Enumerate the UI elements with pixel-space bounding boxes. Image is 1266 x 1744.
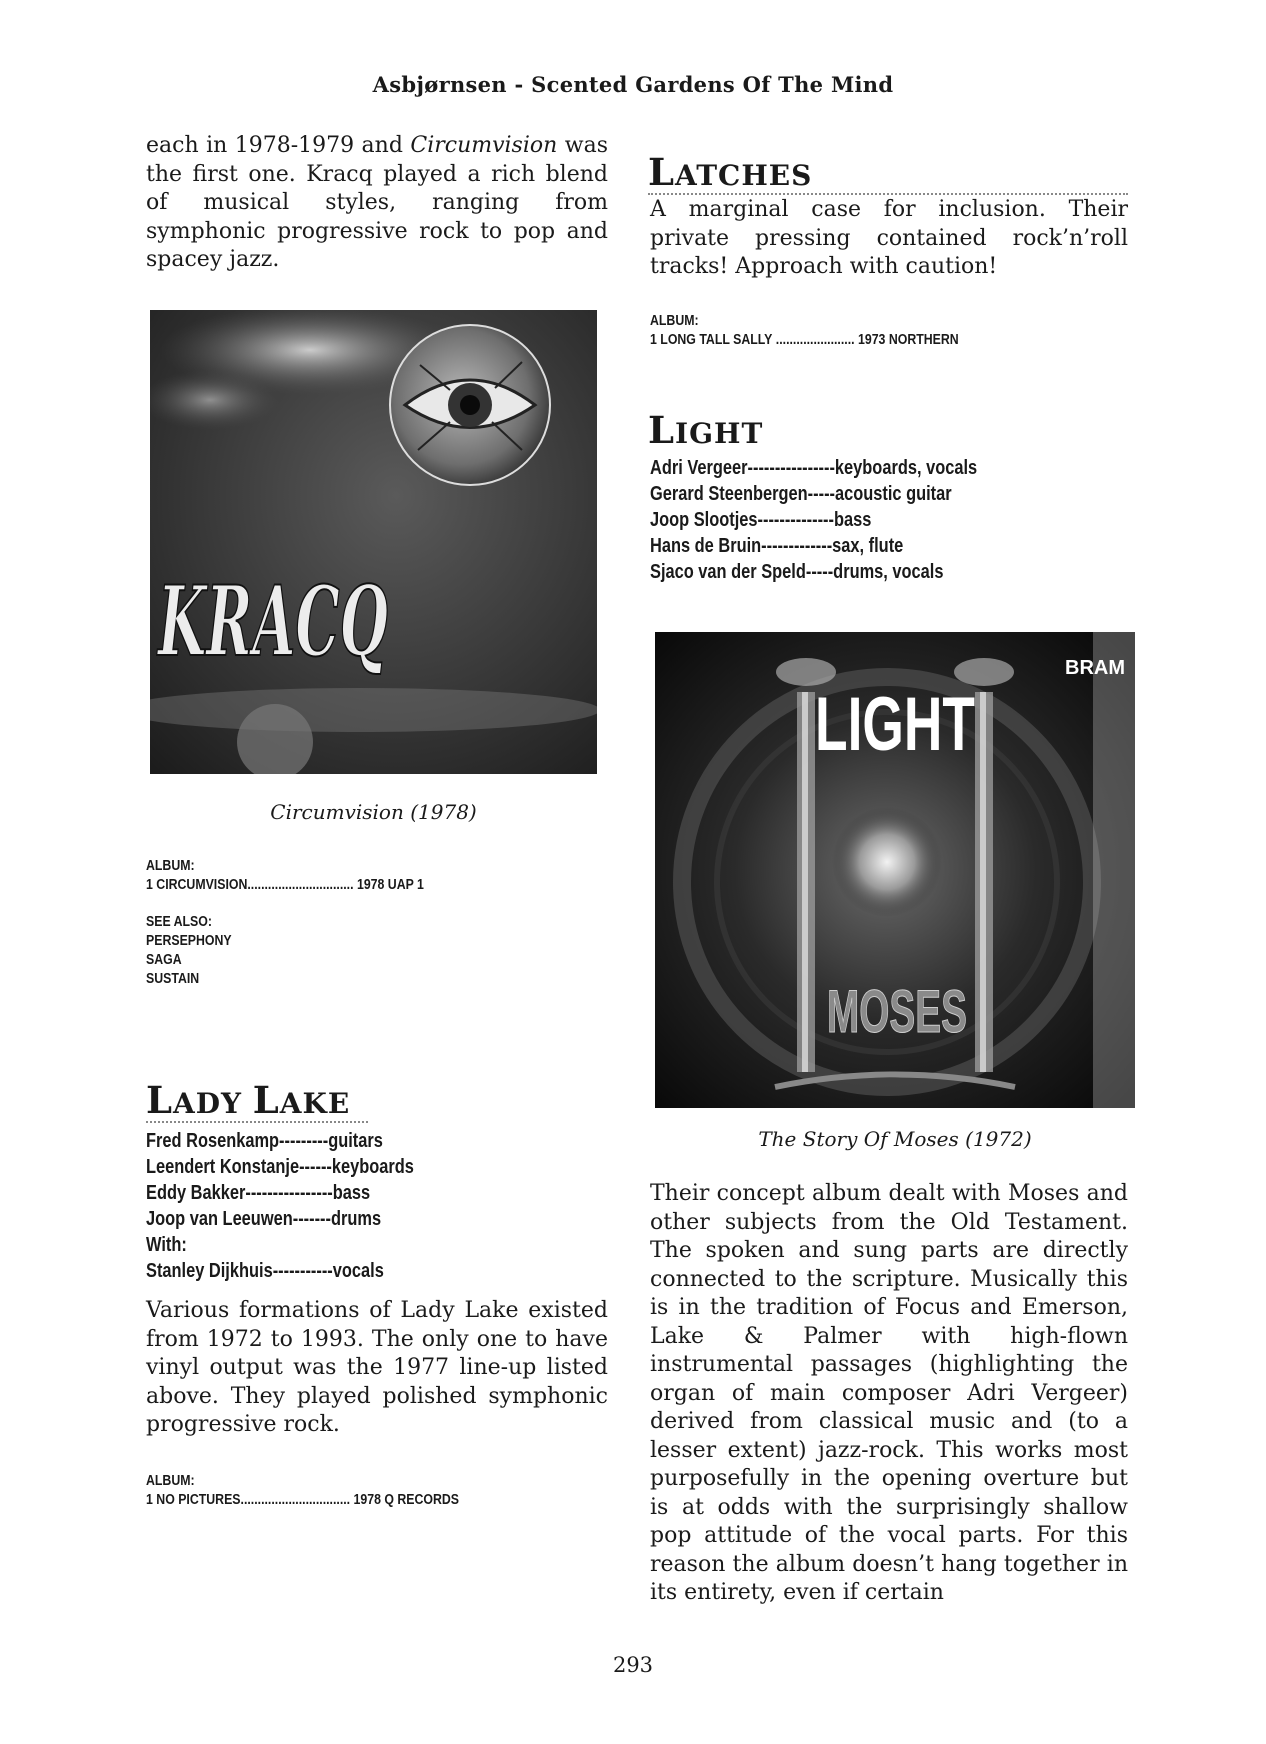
header-title: Scented Gardens Of The Mind xyxy=(531,72,894,97)
heading-rest: AKE xyxy=(279,1087,351,1120)
heading-rest: IGHT xyxy=(675,417,764,450)
light-cover-title: LIGHT xyxy=(815,682,975,767)
lineup-row xyxy=(146,1258,414,1284)
light-caption-title: The Story Of Moses xyxy=(758,1127,959,1151)
member-name: Adri Vergeer xyxy=(650,457,748,479)
member-role: bass xyxy=(833,509,872,531)
see-also-item: SUSTAIN xyxy=(146,971,200,987)
member-dashes: -------------- xyxy=(757,509,834,531)
label-logo: BRAM xyxy=(1065,657,1125,679)
member-name: Eddy Bakker xyxy=(146,1182,246,1204)
album-label: Q RECORDS xyxy=(384,1492,460,1508)
member-role: bass xyxy=(332,1182,371,1204)
kracq-cover-title: KRACQ xyxy=(156,565,388,678)
member-name: Fred Rosenkamp xyxy=(146,1130,280,1152)
album-heading: ALBUM: xyxy=(146,1473,195,1489)
album-leader-dots: ............................... xyxy=(247,877,354,893)
member-dashes: ----------- xyxy=(272,1260,333,1282)
album-num: 1 xyxy=(146,877,153,893)
lineup-row xyxy=(650,533,977,559)
see-also-heading: SEE ALSO: xyxy=(146,914,212,930)
lineup-row xyxy=(146,1206,414,1232)
member-dashes: ------- xyxy=(292,1208,331,1230)
member-dashes: ------------- xyxy=(761,535,833,557)
member-dashes: ---------------- xyxy=(747,457,835,479)
light-lineup xyxy=(650,455,977,585)
lineup-row xyxy=(146,1232,414,1258)
kracq-intro-album: Circumvision xyxy=(410,133,558,158)
album-title: LONG TALL SALLY xyxy=(660,332,773,348)
see-also-item: SAGA xyxy=(146,952,182,968)
member-name: Leendert Konstanje xyxy=(146,1156,300,1178)
latches-discography xyxy=(650,312,959,350)
heading-rest: ADY xyxy=(173,1087,253,1120)
album-title: NO PICTURES xyxy=(156,1492,241,1508)
member-role: drums, vocals xyxy=(833,561,944,583)
light-cover-subtitle: MOSES xyxy=(827,978,967,1045)
member-role: guitars xyxy=(328,1130,383,1152)
heading-rest: ATCHES xyxy=(675,159,813,192)
page-number: 293 xyxy=(612,1653,654,1677)
lady-lake-lineup xyxy=(146,1128,414,1284)
running-header xyxy=(0,72,1266,97)
member-name: Stanley Dijkhuis xyxy=(146,1260,273,1282)
album-year: 1978 xyxy=(356,877,385,893)
kracq-intro-before: each in 1978-1979 and xyxy=(146,133,411,158)
member-name: Joop van Leeuwen xyxy=(146,1208,293,1230)
kracq-album-row xyxy=(146,876,424,895)
member-dashes: --------- xyxy=(279,1130,329,1152)
album-num: 1 xyxy=(650,332,657,348)
album-num: 1 xyxy=(146,1492,153,1508)
member-name: Sjaco van der Speld xyxy=(650,561,806,583)
album-leader-dots: ................................ xyxy=(240,1492,351,1508)
lineup-row xyxy=(650,507,977,533)
album-row xyxy=(146,1491,459,1510)
kracq-album-cover xyxy=(150,310,597,774)
header-separator: - xyxy=(514,72,524,97)
kracq-caption-title: Circumvision xyxy=(270,800,404,824)
light-heading xyxy=(648,410,763,454)
member-role: sax, flute xyxy=(832,535,904,557)
heading-rule xyxy=(146,1121,368,1123)
member-role: keyboards, vocals xyxy=(834,457,978,479)
light-cover-caption xyxy=(655,1127,1135,1151)
member-dashes: ----- xyxy=(805,561,834,583)
member-role: vocals xyxy=(332,1260,384,1282)
album-year: 1973 xyxy=(857,332,886,348)
album-year: 1978 xyxy=(353,1492,381,1508)
light-caption-year: (1972) xyxy=(965,1127,1032,1151)
album-label: NORTHERN xyxy=(888,332,959,348)
member-dashes: ----- xyxy=(807,483,835,505)
lineup-row xyxy=(146,1154,414,1180)
member-dashes: ---------------- xyxy=(245,1182,333,1204)
see-also-item: PERSEPHONY xyxy=(146,933,232,949)
heading-initial: L xyxy=(648,150,676,194)
kracq-album-heading: ALBUM: xyxy=(146,858,195,874)
album-label: UAP 1 xyxy=(387,877,424,893)
heading-initial: L xyxy=(146,1078,174,1122)
light-text: Their concept album dealt with Moses and other subjects from the Old Testament. The spoken and sung parts are directly connected to the scripture. Musically this is in the tradition of Focus and Emerson, Lake & Palmer with high-flown instrumental passages (highlighting the organ of main composer Adri Vergeer) derived from classical music and (to a lesser extent) jazz-rock. This works most purposefully in the opening overture but is at odds with the surprisingly shallow pop attitude of the vocal parts. For this reason the album doesn’t hang together in its entirety, even if certain xyxy=(650,1181,1128,1605)
member-name: Gerard Steenbergen xyxy=(650,483,808,505)
lineup-row xyxy=(146,1128,414,1154)
kracq-discography xyxy=(146,857,424,989)
member-name: With: xyxy=(146,1234,187,1256)
album-heading: ALBUM: xyxy=(650,313,699,329)
member-role: acoustic guitar xyxy=(834,483,952,505)
member-role: drums xyxy=(330,1208,382,1230)
lady-lake-discography xyxy=(146,1472,459,1510)
lineup-row xyxy=(650,481,977,507)
lineup-row xyxy=(650,455,977,481)
album-leader-dots: ....................... xyxy=(775,332,855,348)
kracq-intro xyxy=(146,132,608,275)
kracq-cover-art xyxy=(150,310,597,774)
lineup-row xyxy=(146,1180,414,1206)
latches-heading xyxy=(648,152,812,196)
latches-text: A marginal case for inclusion. Their private pressing contained rock’n’roll tracks! Approach with caution! xyxy=(650,197,1128,279)
member-dashes: ------ xyxy=(299,1156,332,1178)
album-row xyxy=(650,331,959,350)
member-name: Hans de Bruin xyxy=(650,535,762,557)
light-cover-art xyxy=(655,632,1135,1108)
member-name: Joop Slootjes xyxy=(650,509,758,531)
lineup-row xyxy=(650,559,977,585)
heading-initial: L xyxy=(252,1078,280,1122)
kracq-intro-after: was the first one. Kracq played a rich blend of musical styles, ranging from symphonic progressive rock to pop and spacey jazz. xyxy=(146,133,608,272)
light-album-cover xyxy=(655,632,1135,1108)
album-title: CIRCUMVISION xyxy=(156,877,248,893)
lady-lake-heading xyxy=(146,1080,350,1124)
kracq-cover-caption xyxy=(150,800,597,824)
heading-initial: L xyxy=(648,408,676,452)
kracq-caption-year: (1978) xyxy=(410,800,477,824)
lady-lake-text: Various formations of Lady Lake existed from 1972 to 1993. The only one to have vinyl output was the 1977 line-up listed above. They played polished symphonic progressive rock. xyxy=(146,1298,608,1437)
heading-rule xyxy=(648,193,1128,195)
header-author: Asbjørnsen xyxy=(372,72,507,97)
member-role: keyboards xyxy=(331,1156,414,1178)
